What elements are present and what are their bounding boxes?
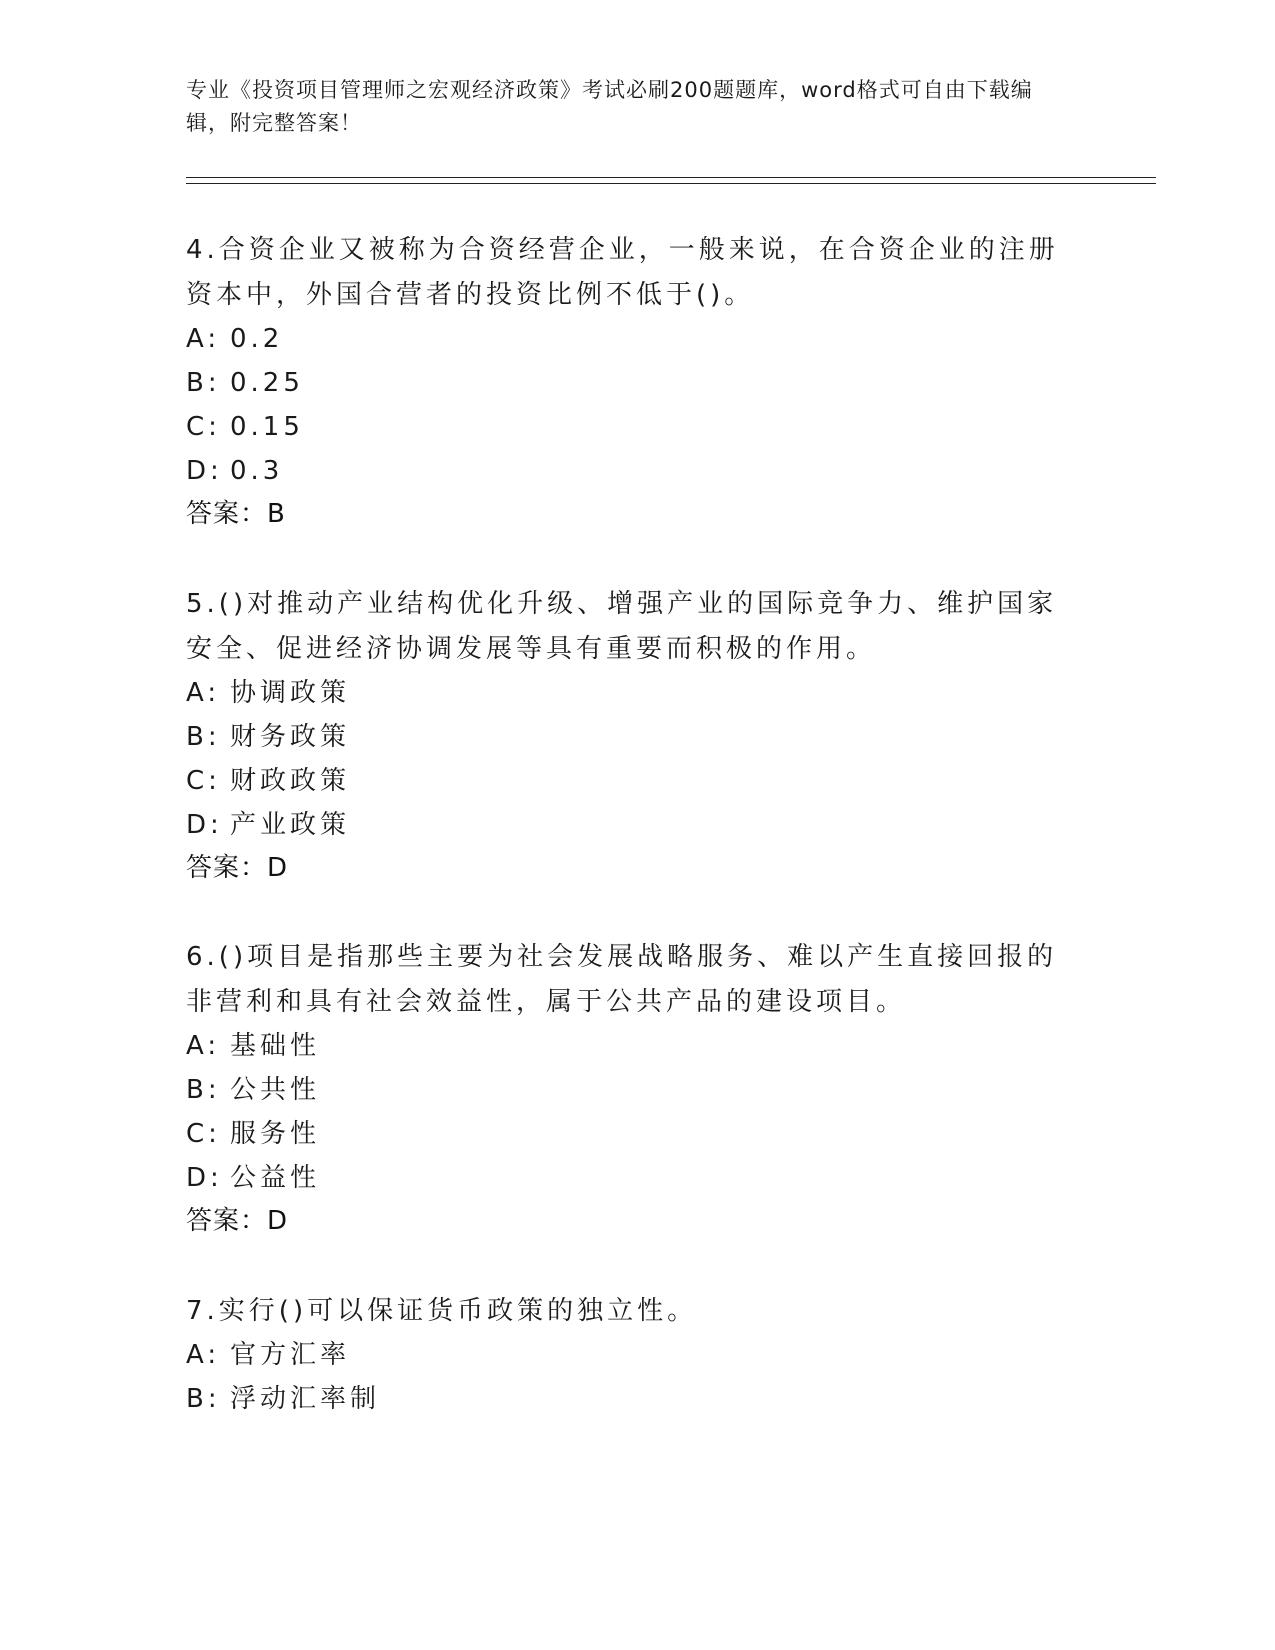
option-text: 公益性 <box>230 1163 321 1193</box>
option-letter: C: <box>186 1119 221 1149</box>
option-b <box>186 715 350 760</box>
option-text: 协调政策 <box>230 678 351 708</box>
option-text: 0.3 <box>230 456 284 486</box>
question-text: 7.实行()可以保证货币政策的独立性。 <box>186 1296 698 1326</box>
option-letter: D: <box>186 810 223 840</box>
option-c <box>186 405 304 450</box>
option-b <box>186 361 304 406</box>
option-a <box>186 671 350 716</box>
option-a <box>186 317 283 362</box>
question-text: 4.合资企业又被称为合资经营企业，一般来说，在合资企业的注册资本中，外国合营者的投资比例不低于()。 <box>186 235 1059 310</box>
option-letter: B: <box>186 1075 221 1105</box>
option-text: 财务政策 <box>230 722 351 752</box>
option-a <box>186 1333 350 1378</box>
option-d <box>186 1156 320 1201</box>
option-b <box>186 1068 320 1113</box>
option-letter: C: <box>186 766 221 796</box>
option-letter: A: <box>186 324 221 354</box>
option-letter: D: <box>186 1163 223 1193</box>
option-letter: D: <box>186 456 223 486</box>
option-text: 服务性 <box>230 1119 321 1149</box>
option-letter: C: <box>186 412 221 442</box>
option-c <box>186 759 350 804</box>
question-text: 5.()对推动产业结构优化升级、增强产业的国际竞争力、维护国家安全、促进经济协调发展等具有重要而积极的作用。 <box>186 589 1058 664</box>
document-header: 专业《投资项目管理师之宏观经济政策》考试必刷200题题库，word格式可自由下载编辑，附完整答案！ <box>186 78 1033 135</box>
option-d <box>186 449 283 494</box>
option-text: 官方汇率 <box>230 1340 351 1370</box>
question-text: 6.()项目是指那些主要为社会发展战略服务、难以产生直接回报的非营利和具有社会效益性，属于公共产品的建设项目。 <box>186 942 1058 1017</box>
option-text: 0.25 <box>230 368 304 398</box>
option-text: 公共性 <box>230 1075 321 1105</box>
option-letter: A: <box>186 1031 221 1061</box>
header-rule-top <box>186 177 1156 178</box>
option-text: 财政政策 <box>230 766 351 796</box>
option-d <box>186 803 350 848</box>
option-text: 基础性 <box>230 1031 321 1061</box>
option-b <box>186 1377 380 1422</box>
option-letter: B: <box>186 722 221 752</box>
option-a <box>186 1024 320 1069</box>
option-text: 0.15 <box>230 412 304 442</box>
option-c <box>186 1112 320 1157</box>
option-letter: A: <box>186 678 221 708</box>
answer-line: 答案：D <box>186 853 289 883</box>
option-letter: B: <box>186 368 221 398</box>
option-text: 浮动汇率制 <box>230 1384 381 1414</box>
option-text: 0.2 <box>230 324 284 354</box>
header-rule-bottom <box>186 183 1156 184</box>
option-letter: B: <box>186 1384 221 1414</box>
answer-line: 答案：B <box>186 499 286 529</box>
option-letter: A: <box>186 1340 221 1370</box>
option-text: 产业政策 <box>230 810 351 840</box>
answer-line: 答案：D <box>186 1206 289 1236</box>
